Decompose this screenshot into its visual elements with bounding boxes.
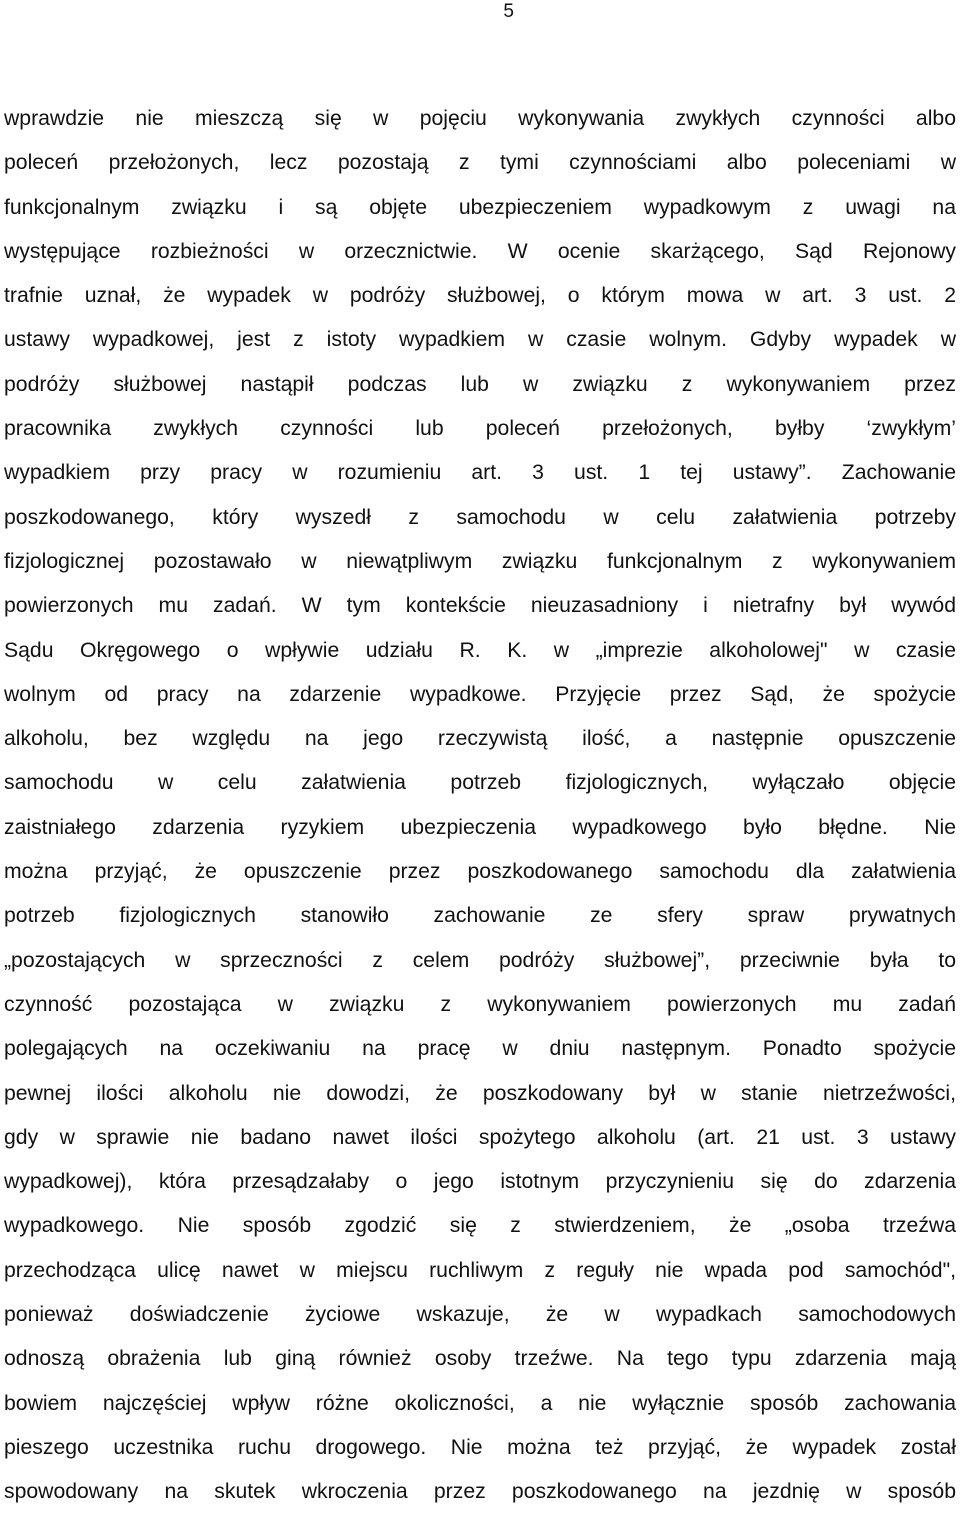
text-line: spowodowany na skutek wkroczenia przez poszkodowanego na jezdnię w sposób [4, 1480, 956, 1504]
text-line: powierzonych mu zadań. W tym kontekście nieuzasadniony i nietrafny był wywód [4, 594, 956, 618]
page-number [0, 0, 960, 24]
text-line: Sądu Okręgowego o wpływie udziału R. K. w „imprezie alkoholowej" w czasie [4, 638, 956, 662]
text-line: czynność pozostająca w związku z wykonywaniem powierzonych mu zadań [4, 992, 956, 1016]
text-line: podróży służbowej nastąpił podczas lub w związku z wykonywaniem przez [4, 372, 956, 396]
text-line: samochodu w celu załatwienia potrzeb fizjologicznych, wyłączało objęcie [4, 771, 956, 795]
document-body [4, 97, 956, 1515]
text-line: funkcjonalnym związku i są objęte ubezpieczeniem wypadkowym z uwagi na [4, 195, 956, 219]
text-line: gdy w sprawie nie badano nawet ilości spożytego alkoholu (art. 21 ust. 3 ustawy [4, 1125, 956, 1149]
text-line: poleceń przełożonych, lecz pozostają z tymi czynnościami albo poleceniami w [4, 151, 956, 175]
text-line: polegających na oczekiwaniu na pracę w dniu następnym. Ponadto spożycie [4, 1037, 956, 1061]
text-line: alkoholu, bez względu na jego rzeczywistą ilość, a następnie opuszczenie [4, 727, 956, 751]
text-line: ustawy wypadkowej, jest z istoty wypadkiem w czasie wolnym. Gdyby wypadek w [4, 328, 956, 352]
text-line: pracownika zwykłych czynności lub poleceń przełożonych, byłby ‘zwykłym’ [4, 417, 956, 441]
text-line: przechodząca ulicę nawet w miejscu ruchliwym z reguły nie wpada pod samochód", [4, 1258, 956, 1282]
text-line: odnoszą obrażenia lub giną również osoby trzeźwe. Na tego typu zdarzenia mają [4, 1347, 956, 1371]
text-line: ponieważ doświadczenie życiowe wskazuje, że w wypadkach samochodowych [4, 1303, 956, 1327]
text-line: wypadkowej), która przesądzałaby o jego istotnym przyczynieniu się do zdarzenia [4, 1170, 956, 1194]
text-line: można przyjąć, że opuszczenie przez poszkodowanego samochodu dla załatwienia [4, 860, 956, 884]
text-line: pewnej ilości alkoholu nie dowodzi, że poszkodowany był w stanie nietrzeźwości, [4, 1081, 956, 1105]
text-line: fizjologicznej pozostawało w niewątpliwym związku funkcjonalnym z wykonywaniem [4, 549, 956, 573]
text-line: wolnym od pracy na zdarzenie wypadkowe. Przyjęcie przez Sąd, że spożycie [4, 682, 956, 706]
text-line: potrzeb fizjologicznych stanowiło zachowanie ze sfery spraw prywatnych [4, 904, 956, 928]
text-line: pieszego uczestnika ruchu drogowego. Nie można też przyjąć, że wypadek został [4, 1435, 956, 1459]
text-line: wypadkowego. Nie sposób zgodzić się z stwierdzeniem, że „osoba trzeźwa [4, 1214, 956, 1238]
text-line: wypadkiem przy pracy w rozumieniu art. 3 ust. 1 tej ustawy”. Zachowanie [4, 461, 956, 485]
text-line: „pozostających w sprzeczności z celem podróży służbowej”, przeciwnie była to [4, 948, 956, 972]
text-line: występujące rozbieżności w orzecznictwie. W ocenie skarżącego, Sąd Rejonowy [4, 239, 956, 263]
text-line: zaistniałego zdarzenia ryzykiem ubezpieczenia wypadkowego było błędne. Nie [4, 815, 956, 839]
text-line: poszkodowanego, który wyszedł z samochodu w celu załatwienia potrzeby [4, 505, 956, 529]
text-line: trafnie uznał, że wypadek w podróży służbowej, o którym mowa w art. 3 ust. 2 [4, 284, 956, 308]
text-line: bowiem najczęściej wpływ różne okoliczności, a nie wyłącznie sposób zachowania [4, 1391, 956, 1415]
page-number-text: 5 [503, 1, 514, 22]
text-line: wprawdzie nie mieszczą się w pojęciu wykonywania zwykłych czynności albo [4, 107, 956, 130]
